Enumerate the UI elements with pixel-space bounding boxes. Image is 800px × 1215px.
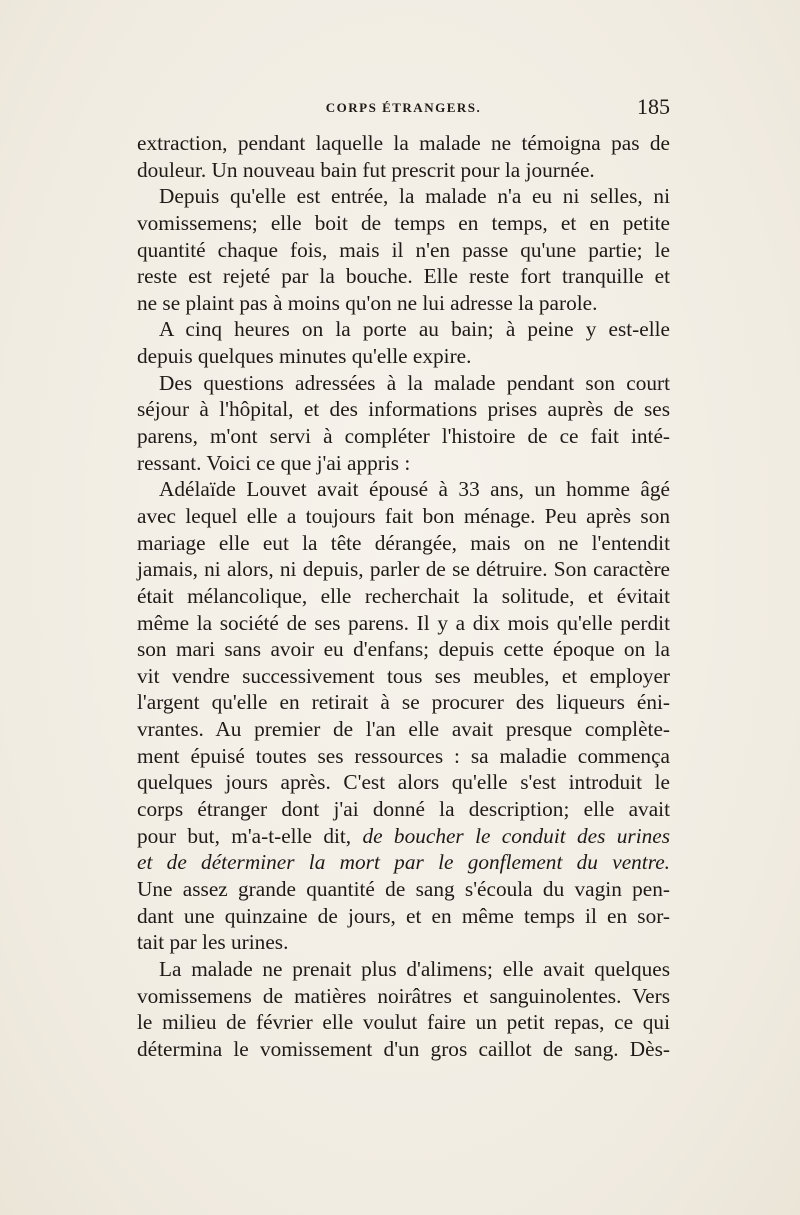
text-line: extraction, pendant laquelle la malade ne témoigna pas de <box>137 131 670 155</box>
text-line: A cinq heures on la porte au bain; à peine y est-elle <box>159 317 670 342</box>
text-line <box>137 823 670 850</box>
italic-text: de boucher le conduit des urines <box>362 823 670 848</box>
text-line: quantité chaque fois, mais il n'en passe qu'une partie; le <box>137 237 670 262</box>
running-head <box>137 92 670 120</box>
text-line: dant une quinzaine de jours, et en même temps il en sor- <box>137 903 670 928</box>
text-line: jamais, ni alors, ni depuis, parler de se détruire. Son caractère <box>137 557 670 582</box>
text-line: séjour à l'hôpital, et des informations prises auprès de ses <box>137 397 670 422</box>
text-line: le milieu de février elle voulut faire un petit repas, ce qui <box>137 1010 670 1035</box>
text-segment: pour but, m'a-t-elle dit, <box>137 823 352 848</box>
text-line: son mari sans avoir eu d'enfans; depuis cette époque on la <box>137 637 670 662</box>
text-line: vit vendre successivement tous ses meubles, et employer <box>137 663 670 688</box>
text-line: mariage elle eut la tête dérangée, mais on ne l'entendit <box>137 530 670 555</box>
text-line: La malade ne prenait plus d'alimens; elle avait quelques <box>159 956 670 981</box>
text-line: même la société de ses parens. Il y a dix mois qu'elle perdit <box>137 610 670 635</box>
running-head-title: CORPS ÉTRANGERS. <box>325 100 482 115</box>
text-line: Depuis qu'elle est entrée, la malade n'a eu ni selles, ni <box>159 184 670 209</box>
text-line: ressant. Voici ce que j'ai appris : <box>137 450 411 475</box>
text-line: tait par les urines. <box>137 930 289 955</box>
italic-text-line: et de déterminer la mort par le gonflement du ventre. <box>137 850 670 875</box>
body-text <box>137 130 670 1062</box>
text-line: avec lequel elle a toujours fait bon ménage. Peu après son <box>137 503 670 528</box>
page-number: 185 <box>637 94 670 119</box>
text-line: ne se plaint pas à moins qu'on ne lui adresse la parole. <box>137 290 598 315</box>
text-line: corps étranger dont j'ai donné la description; elle avait <box>137 797 670 822</box>
text-line: quelques jours après. C'est alors qu'elle s'est introduit le <box>137 770 670 795</box>
text-line: depuis quelques minutes qu'elle expire. <box>137 344 472 369</box>
text-line: ment épuisé toutes ses ressources : sa maladie commença <box>137 743 670 768</box>
text-line: Une assez grande quantité de sang s'écoula du vagin pen- <box>137 876 670 901</box>
text-line: détermina le vomissement d'un gros caillot de sang. Dès- <box>137 1036 670 1061</box>
text-line: douleur. Un nouveau bain fut prescrit pour la journée. <box>137 157 595 182</box>
text-line: Des questions adressées à la malade pendant son court <box>159 370 670 395</box>
text-line: reste est rejeté par la bouche. Elle reste fort tranquille et <box>137 264 670 289</box>
text-line: l'argent qu'elle en retirait à se procurer des liqueurs éni- <box>137 690 670 715</box>
text-line: vomissemens de matières noirâtres et sanguinolentes. Vers <box>137 983 670 1008</box>
text-line: parens, m'ont servi à compléter l'histoire de ce fait inté- <box>137 424 670 449</box>
text-line: vomissemens; elle boit de temps en temps, et en petite <box>137 210 670 235</box>
text-line: vrantes. Au premier de l'an elle avait presque complète- <box>137 717 670 742</box>
text-line: Adélaïde Louvet avait épousé à 33 ans, un homme âgé <box>159 477 670 502</box>
text-line: était mélancolique, elle recherchait la solitude, et évitait <box>137 583 670 608</box>
